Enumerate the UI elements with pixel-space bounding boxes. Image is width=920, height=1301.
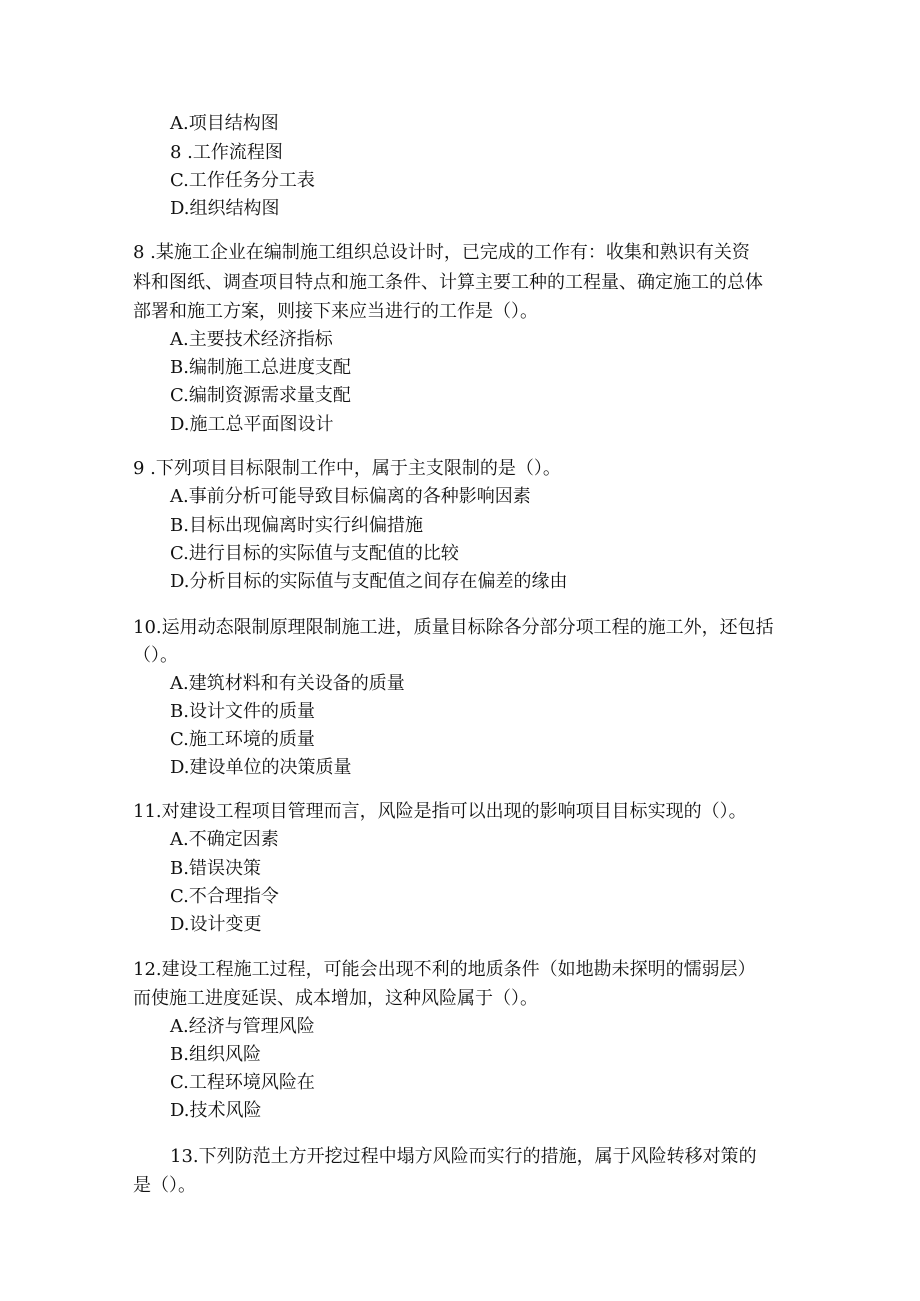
option-b: B.组织风险 — [170, 1044, 261, 1065]
option-c: C.进行目标的实际值与支配值的比较 — [170, 543, 459, 564]
question-8-line-1: 8 .某施工企业在编制施工组织总设计时，已完成的工作有：收集和熟识有关资 — [133, 242, 750, 263]
question-13-line-1: 13.下列防范土方开挖过程中塌方风险而实行的措施，属于风险转移对策的 — [170, 1146, 757, 1167]
option-c: C.施工环境的质量 — [170, 729, 315, 750]
option-b: 8 .工作流程图 — [170, 142, 283, 163]
option-b: B.设计文件的质量 — [170, 701, 315, 722]
option-c: C.不合理指令 — [170, 886, 279, 907]
option-c: C.编制资源需求量支配 — [170, 385, 351, 406]
question-12-line-2: 而使施工进度延误、成本增加，这种风险属于（）。 — [133, 988, 538, 1009]
option-d: D.设计变更 — [170, 914, 262, 935]
question-8-line-2: 料和图纸、调查项目特点和施工条件、计算主要工种的工程量、确定施工的总体 — [133, 272, 763, 293]
option-b: B.编制施工总进度支配 — [170, 357, 351, 378]
option-c: C.工作任务分工表 — [170, 170, 315, 191]
option-a: A.项目结构图 — [170, 113, 279, 134]
question-10-line-1: 10.运用动态限制原理限制施工进，质量目标除各分部分项工程的施工外，还包括 — [133, 617, 774, 638]
option-a: A.事前分析可能导致目标偏离的各种影响因素 — [170, 486, 531, 507]
question-10-line-2: （）。 — [133, 645, 178, 666]
option-c: C.工程环境风险在 — [170, 1072, 315, 1093]
question-9-line-1: 9 .下列项目目标限制工作中，属于主支限制的是（）。 — [133, 458, 561, 479]
option-a: A.不确定因素 — [170, 829, 279, 850]
option-b: B.目标出现偏离时实行纠偏措施 — [170, 515, 423, 536]
option-a: A.主要技术经济指标 — [170, 329, 333, 350]
option-a: A.经济与管理风险 — [170, 1016, 315, 1037]
option-a: A.建筑材料和有关设备的质量 — [170, 673, 405, 694]
option-b: B.错误决策 — [170, 858, 261, 879]
question-12-line-1: 12.建设工程施工过程，可能会出现不利的地质条件（如地勘未探明的懦弱层） — [133, 959, 756, 980]
option-d: D.组织结构图 — [170, 198, 280, 219]
option-d: D.建设单位的决策质量 — [170, 757, 352, 778]
option-d: D.分析目标的实际值与支配值之间存在偏差的缘由 — [170, 571, 568, 592]
question-11-line-1: 11.对建设工程项目管理而言，风险是指可以出现的影响项目目标实现的（）。 — [133, 801, 747, 822]
option-d: D.施工总平面图设计 — [170, 414, 334, 435]
question-8-line-3: 部署和施工方案，则接下来应当进行的工作是（）。 — [133, 301, 538, 322]
option-d: D.技术风险 — [170, 1100, 262, 1121]
question-13-line-2: 是（）。 — [133, 1175, 196, 1196]
